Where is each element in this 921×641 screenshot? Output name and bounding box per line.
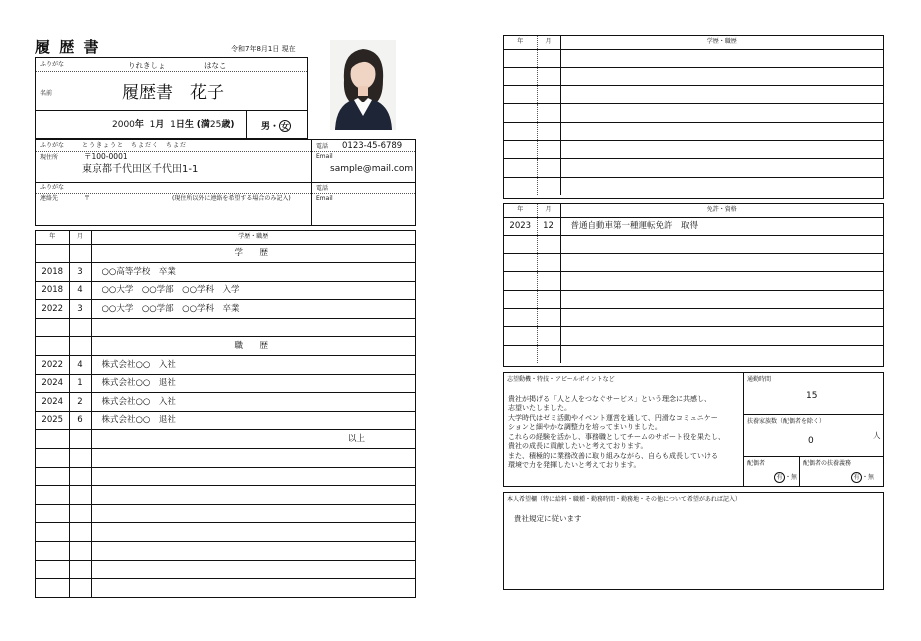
- row-year: [504, 177, 537, 195]
- row-year: [504, 86, 537, 104]
- row-content: 普通自動車第一種運転免許 取得: [560, 217, 883, 235]
- table-row: [36, 504, 415, 523]
- row-year: [504, 140, 537, 158]
- date-label: 令和7年8月1日 現在: [231, 45, 296, 53]
- row-month: [69, 542, 91, 561]
- row-content: 株式会社○○ 入社: [91, 393, 415, 412]
- row-month: 6: [69, 411, 91, 430]
- dependents-value: 0: [808, 436, 814, 446]
- table-row: [504, 272, 883, 290]
- table-row: [36, 542, 415, 561]
- col-month-header: 月: [537, 36, 560, 49]
- row-month: 3: [69, 263, 91, 282]
- row-content: [560, 327, 883, 345]
- row-year: [504, 122, 537, 140]
- postal-code: 〒100-0001: [84, 152, 128, 161]
- row-month: 1: [69, 374, 91, 393]
- row-year: [36, 486, 69, 505]
- table-row: [36, 449, 415, 468]
- spouse-support-value: 有 ・無: [851, 472, 874, 483]
- table-row: [504, 122, 883, 140]
- furigana-first: はなこ: [204, 61, 227, 70]
- name-label: 名前: [40, 90, 53, 97]
- row-content: [560, 290, 883, 308]
- row-month: [537, 67, 560, 85]
- row-month: [69, 560, 91, 579]
- row-month: [537, 104, 560, 122]
- row-year: [504, 159, 537, 177]
- row-content: ○○大学 ○○学部 ○○学科 入学: [91, 281, 415, 300]
- furigana-label: ふりがな: [40, 61, 65, 68]
- page-title: 履 歴 書: [35, 38, 101, 56]
- table-row: [36, 579, 415, 598]
- row-month: [537, 86, 560, 104]
- address-furigana: とうきょうと ちよだく ちよだ: [82, 142, 188, 149]
- row-month: [69, 467, 91, 486]
- row-content: [560, 122, 883, 140]
- row-month: [537, 254, 560, 272]
- row-month: [69, 318, 91, 337]
- row-month: [69, 430, 91, 449]
- row-year: [504, 308, 537, 326]
- spouse-support-yes-circled: 有: [851, 472, 862, 483]
- row-year: [36, 579, 69, 598]
- table-row: [504, 159, 883, 177]
- phone-label: 電話: [316, 143, 329, 150]
- table-row: [504, 104, 883, 122]
- row-year: 2018: [36, 263, 69, 282]
- table-row: [504, 290, 883, 308]
- row-content: 以上: [91, 430, 415, 449]
- row-month: [69, 579, 91, 598]
- row-content: [91, 504, 415, 523]
- address-furigana-label: ふりがな: [40, 142, 65, 149]
- table-row: [36, 393, 415, 412]
- row-content: 株式会社○○ 退社: [91, 374, 415, 393]
- history-table: [36, 231, 415, 597]
- row-month: [69, 486, 91, 505]
- contact-postal: 〒: [84, 195, 91, 202]
- row-year: [504, 49, 537, 67]
- row-year: [36, 504, 69, 523]
- row-content: [91, 449, 415, 468]
- table-row: [36, 318, 415, 337]
- row-month: [537, 327, 560, 345]
- row-content: 株式会社○○ 入社: [91, 356, 415, 375]
- row-content: [560, 272, 883, 290]
- row-month: [537, 122, 560, 140]
- licenses-table: [504, 204, 883, 363]
- row-year: [504, 290, 537, 308]
- row-month: [69, 337, 91, 356]
- row-month: [537, 159, 560, 177]
- table-row: [36, 560, 415, 579]
- history2-table: [504, 36, 883, 195]
- table-row: [36, 486, 415, 505]
- row-year: 2024: [36, 393, 69, 412]
- gender-female-circled: 女: [281, 122, 290, 131]
- commute-value: 15: [806, 391, 818, 401]
- email-value: sample@mail.com: [330, 164, 414, 174]
- col-content-header: 学歴・職歴: [91, 231, 415, 244]
- row-content: ○○大学 ○○学部 ○○学科 卒業: [91, 300, 415, 319]
- row-month: [69, 449, 91, 468]
- col-year-header: 年: [504, 36, 537, 49]
- table-row: [504, 177, 883, 195]
- phone-value: 0123-45-6789: [342, 141, 403, 151]
- commute-label: 通勤時間: [747, 376, 772, 383]
- contact-furigana-label: ふりがな: [40, 184, 65, 191]
- row-content: 学 歴: [91, 244, 415, 263]
- row-content: [560, 104, 883, 122]
- row-content: [91, 579, 415, 598]
- row-month: [69, 523, 91, 542]
- row-month: [537, 140, 560, 158]
- row-content: [560, 235, 883, 253]
- motivation-label: 志望動機・特技・アピールポイントなど: [507, 376, 615, 383]
- row-content: [560, 86, 883, 104]
- birthdate: 2000年 1月 1日生 (満25歳): [112, 120, 235, 130]
- row-month: [537, 272, 560, 290]
- row-content: 職 歴: [91, 337, 415, 356]
- table-row: [504, 254, 883, 272]
- col-month-header: 月: [69, 231, 91, 244]
- row-year: [504, 235, 537, 253]
- address-value: 東京都千代田区千代田1-1: [82, 164, 199, 175]
- dependents-unit: 人: [873, 431, 881, 440]
- row-year: [36, 523, 69, 542]
- row-month: [537, 308, 560, 326]
- table-row: [504, 140, 883, 158]
- row-content: [91, 523, 415, 542]
- wishes-text: 貴社規定に従います: [514, 514, 582, 523]
- spouse-yes-circled: 有: [774, 472, 785, 483]
- row-month: [537, 177, 560, 195]
- person-photo-icon: [330, 40, 396, 130]
- row-content: 株式会社○○ 退社: [91, 411, 415, 430]
- table-row: [36, 467, 415, 486]
- dependents-label: 扶養家族数（配偶者を除く）: [747, 418, 826, 425]
- row-content: [91, 467, 415, 486]
- row-month: 4: [69, 356, 91, 375]
- row-month: [537, 235, 560, 253]
- row-content: [91, 318, 415, 337]
- row-content: [560, 49, 883, 67]
- spouse-value: 有 ・無: [774, 472, 797, 483]
- row-year: 2022: [36, 300, 69, 319]
- row-content: [560, 159, 883, 177]
- row-year: [504, 67, 537, 85]
- table-row: [504, 308, 883, 326]
- table-row: [504, 327, 883, 345]
- row-year: [36, 560, 69, 579]
- motivation-text: 貴社が掲げる「人と人をつなぐサービス」という理念に共感し、 志望いたしました。 大学時代はゼミ活動やイベント運営を通して、円滑なコミュニケー ションと細やかな調整力を培ってまいりました。 これらの経験を活かし、事務職としてチームのサポート役を果たし、 貴社の成長に貢献したいと考えております。 また、積極的に業務改善に取り組みながら、自らも成長していける 環境で力を発揮したいと考えております。: [508, 395, 725, 470]
- row-year: 2023: [504, 217, 537, 235]
- table-row: [36, 374, 415, 393]
- row-year: [36, 449, 69, 468]
- contact-phone-label: 電話: [316, 185, 329, 192]
- row-year: [504, 104, 537, 122]
- table-row: [36, 430, 415, 449]
- row-month: [69, 504, 91, 523]
- row-month: 2: [69, 393, 91, 412]
- table-row: [504, 345, 883, 363]
- row-month: 4: [69, 281, 91, 300]
- applicant-name: 履歴書 花子: [122, 83, 224, 103]
- row-year: 2022: [36, 356, 69, 375]
- row-year: [36, 467, 69, 486]
- col-content-header: 免許・資格: [560, 204, 883, 217]
- row-content: [560, 67, 883, 85]
- row-content: [91, 486, 415, 505]
- table-row: [36, 337, 415, 356]
- row-year: 2018: [36, 281, 69, 300]
- table-row: [36, 244, 415, 263]
- row-content: [91, 560, 415, 579]
- contact-label: 連絡先: [40, 195, 59, 202]
- wishes-label: 本人希望欄（特に給料・職種・勤務時間・勤務地・その他について希望があれば記入）: [507, 496, 741, 503]
- row-year: [504, 327, 537, 345]
- row-content: [560, 254, 883, 272]
- table-row: [36, 523, 415, 542]
- row-month: [537, 290, 560, 308]
- row-content: [560, 177, 883, 195]
- wishes-box: [503, 492, 884, 590]
- table-row: [36, 300, 415, 319]
- row-month: [69, 244, 91, 263]
- table-row: [504, 49, 883, 67]
- row-year: [36, 244, 69, 263]
- row-year: 2024: [36, 374, 69, 393]
- furigana-last: りれきしょ: [128, 61, 166, 70]
- col-month-header: 月: [537, 204, 560, 217]
- row-year: [504, 254, 537, 272]
- row-content: [560, 308, 883, 326]
- contact-email-label: Email: [316, 195, 333, 202]
- row-month: 3: [69, 300, 91, 319]
- row-year: 2025: [36, 411, 69, 430]
- table-row: [36, 263, 415, 282]
- spouse-support-label: 配偶者の扶養義務: [803, 460, 852, 467]
- row-year: [504, 345, 537, 363]
- table-row: [504, 217, 883, 235]
- row-month: [537, 345, 560, 363]
- col-year-header: 年: [504, 204, 537, 217]
- contact-note: (現住所以外に連絡を希望する場合のみ記入): [172, 195, 291, 202]
- table-row: [504, 67, 883, 85]
- spouse-label: 配偶者: [747, 460, 766, 467]
- id-photo: [330, 40, 396, 130]
- table-row: [36, 281, 415, 300]
- row-year: [504, 272, 537, 290]
- row-month: [537, 49, 560, 67]
- row-content: ○○高等学校 卒業: [91, 263, 415, 282]
- row-year: [36, 542, 69, 561]
- row-content: [560, 140, 883, 158]
- table-row: [36, 411, 415, 430]
- row-content: [560, 345, 883, 363]
- table-row: [504, 235, 883, 253]
- row-year: [36, 337, 69, 356]
- row-month: 12: [537, 217, 560, 235]
- col-content-header: 学歴・職歴: [560, 36, 883, 49]
- address-label: 現住所: [40, 154, 59, 161]
- row-year: [36, 430, 69, 449]
- row-content: [91, 542, 415, 561]
- table-row: [504, 86, 883, 104]
- col-year-header: 年: [36, 231, 69, 244]
- gender: 男・ 女: [261, 122, 290, 132]
- table-row: [36, 356, 415, 375]
- row-year: [36, 318, 69, 337]
- email-label: Email: [316, 153, 333, 160]
